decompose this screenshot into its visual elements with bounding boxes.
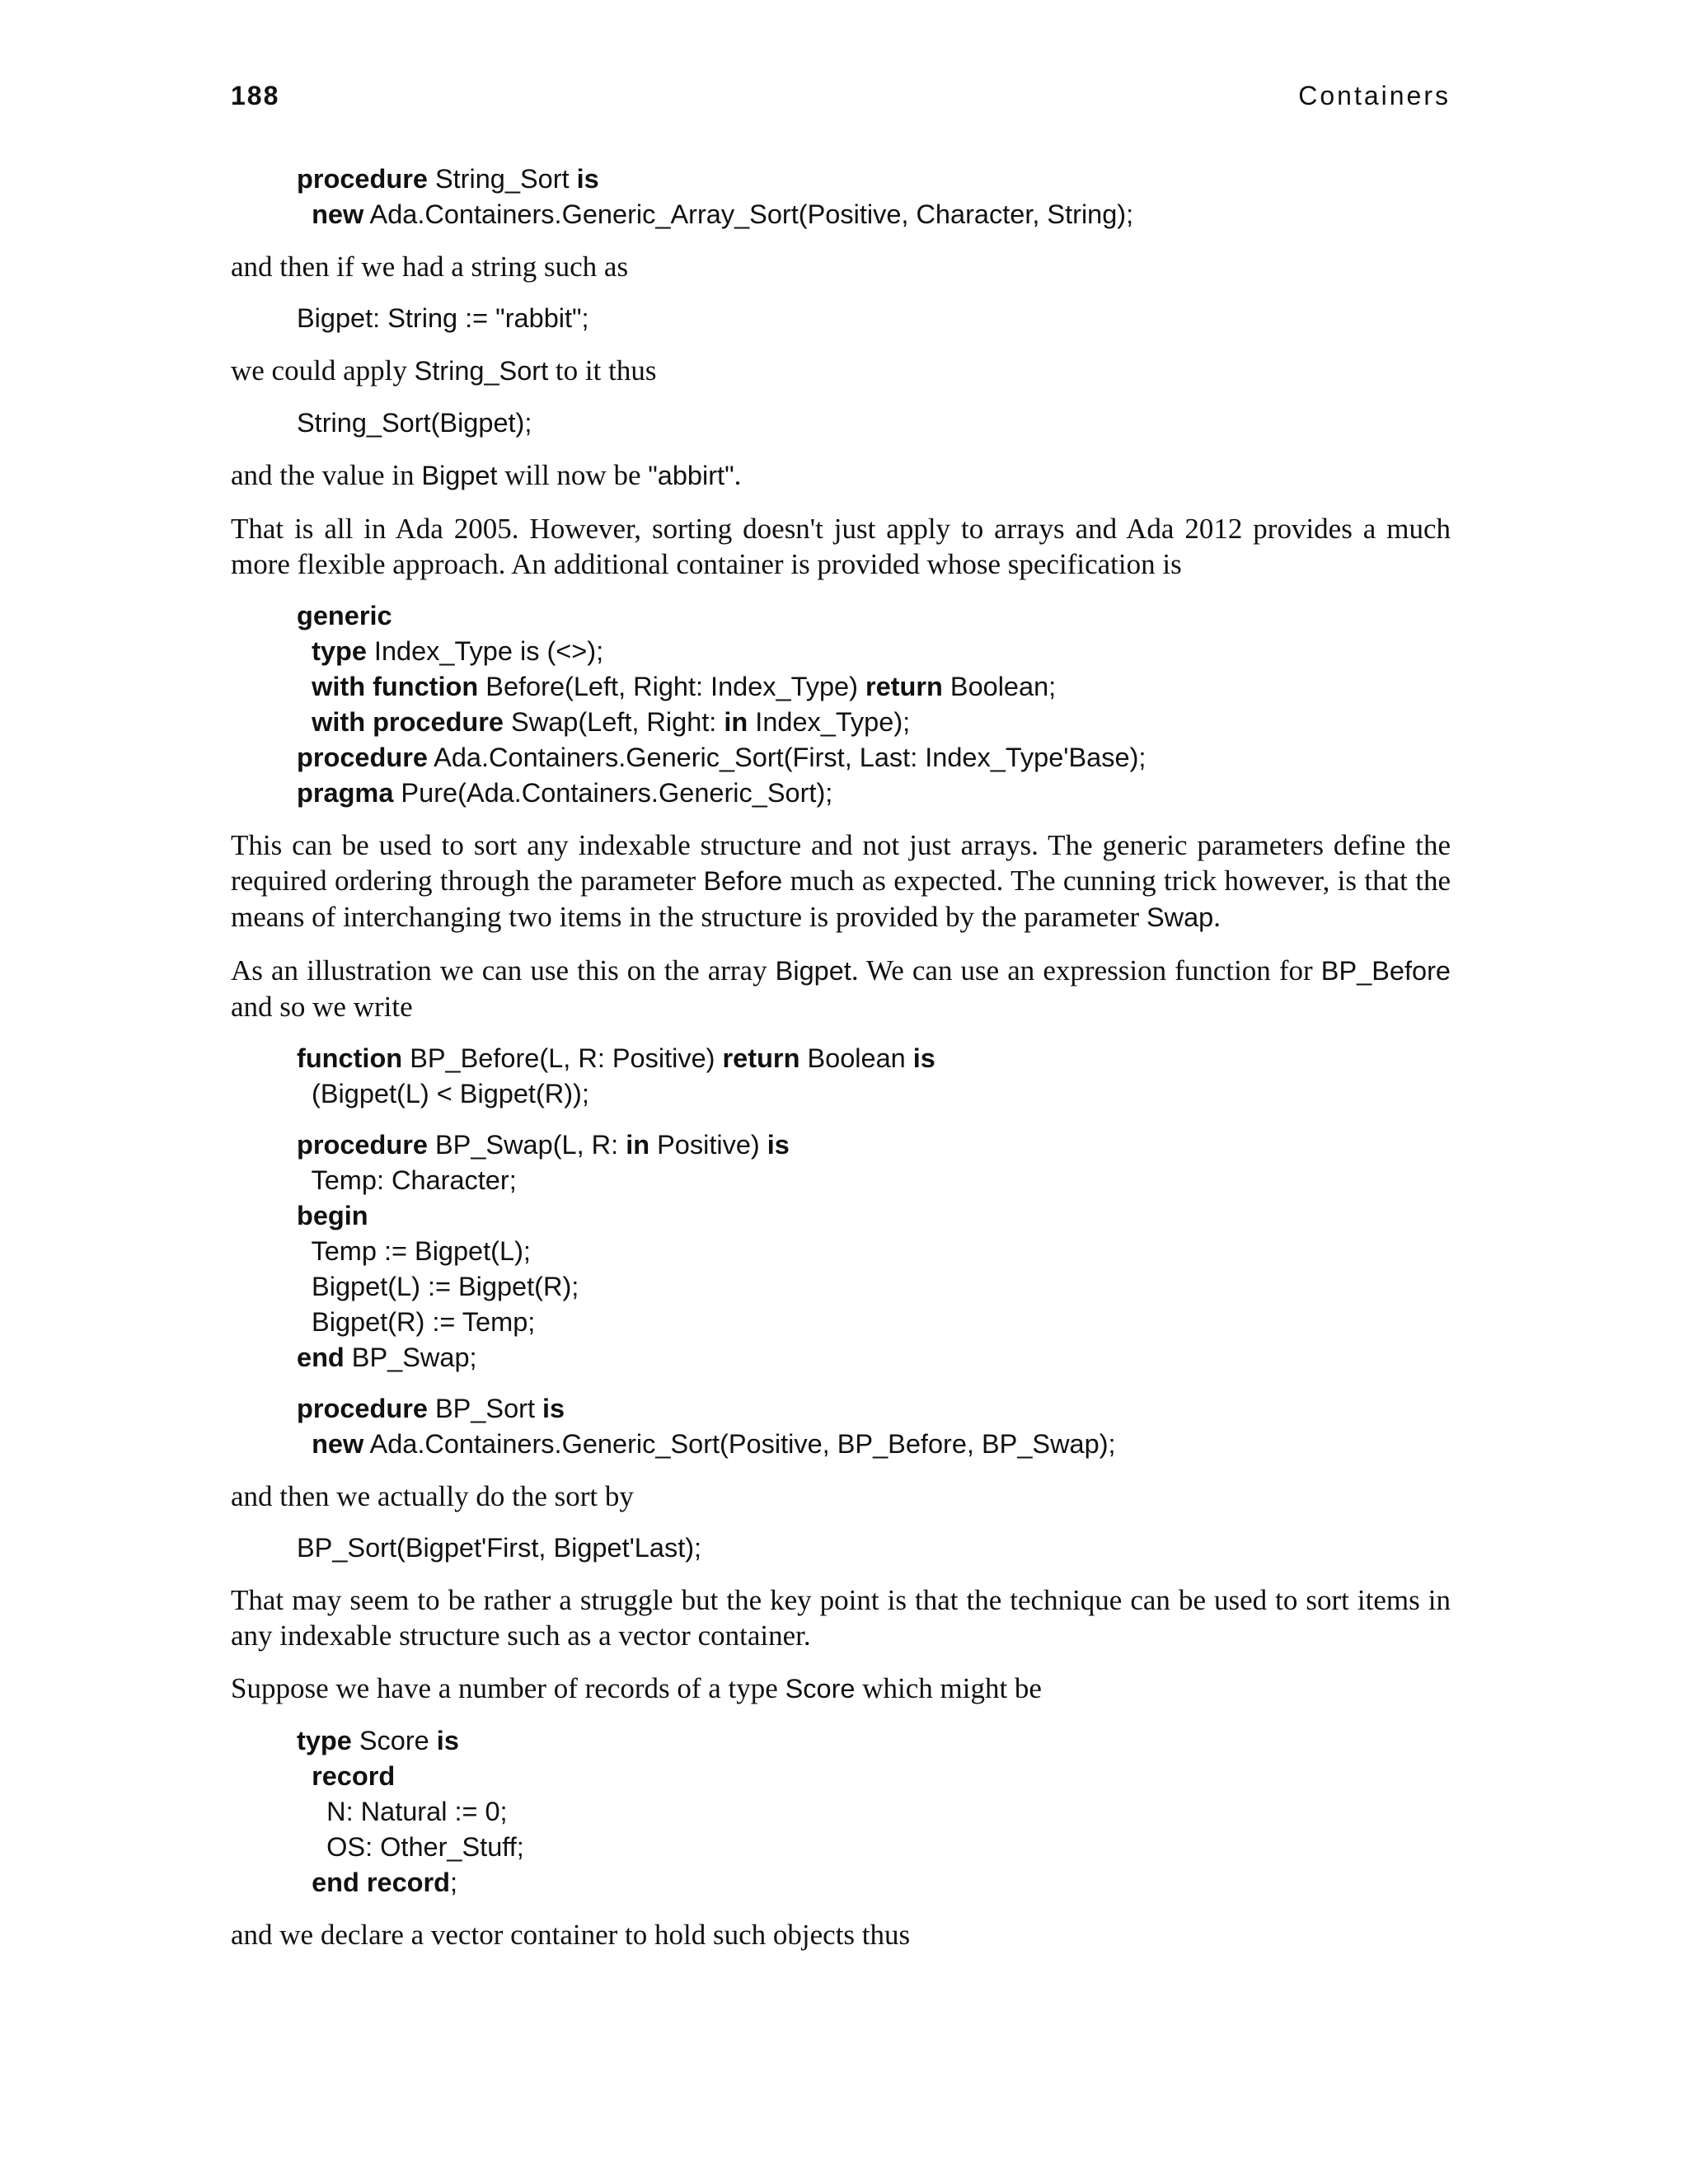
paragraph-text: Suppose we have a number of records of a type [231,1672,785,1704]
code-block [297,301,1451,336]
spacer [231,232,1451,249]
code-text: Boolean [799,1043,913,1073]
code-line [297,162,1451,197]
inline-code: Before [703,866,783,896]
code-text: Ada.Containers.Generic_Array_Sort(Positive, Character, String); [363,199,1134,229]
spacer [231,336,1451,353]
code-text [297,636,312,666]
code-keyword: new [312,1429,364,1459]
code-keyword: type [312,636,367,666]
code-keyword: is [912,1043,935,1073]
spacer [231,494,1451,511]
code-text [297,707,312,737]
code-text: Pure(Ada.Containers.Generic_Sort); [393,778,833,808]
code-text: Score [351,1726,437,1755]
spacer [231,582,1451,598]
code-text: String_Sort(Bigpet); [297,408,532,438]
code-block [297,1127,1451,1376]
paragraph-text: we could apply [231,354,415,387]
page-number: 188 [231,81,280,110]
paragraph [231,511,1451,582]
paragraph-text: and so we write [231,991,413,1023]
code-line [297,1269,1451,1305]
spacer [231,1566,1451,1582]
code-text: Swap(Left, Right: [504,707,724,737]
code-text: BP_Sort(Bigpet'First, Bigpet'Last); [297,1533,702,1563]
inline-code: Bigpet [775,956,851,986]
inline-code: Swap [1146,902,1214,932]
spacer [231,1024,1451,1041]
page-body [231,162,1451,1952]
code-text [297,672,312,701]
code-keyword: is [436,1726,459,1755]
paragraph-text: and we declare a vector container to hold such objects thus [231,1919,911,1951]
paragraph [231,353,1451,389]
code-text: Positive) [649,1130,767,1160]
code-line [297,1076,1451,1112]
paragraph-text: to it thus [548,354,657,387]
inline-code: Score [785,1674,856,1704]
inline-code: BP_Before [1320,956,1451,986]
spacer [231,935,1451,953]
code-block [297,162,1451,232]
spacer [231,1514,1451,1530]
paragraph [231,1582,1451,1653]
paragraph-text: That is all in Ada 2005. However, sorting doesn't just apply to arrays and Ada 2012 provides a much more flexible approach. An additional container is provided whose specification is [231,513,1451,580]
paragraph [231,1479,1451,1514]
code-keyword: procedure [297,1130,428,1160]
code-keyword: end [297,1343,345,1372]
code-text: Before(Left, Right: Index_Type) [478,672,865,701]
code-keyword: is [542,1394,565,1423]
running-head: Containers [1298,81,1451,110]
code-line [297,634,1451,669]
code-keyword: with procedure [312,707,504,737]
paragraph [231,457,1451,494]
code-block [297,598,1451,811]
paragraph-text: . [734,459,742,491]
code-text: Bigpet(R) := Temp; [297,1307,536,1337]
code-text [297,1868,312,1897]
code-keyword: begin [297,1201,368,1230]
code-line [297,1041,1451,1076]
spacer [231,811,1451,827]
page-header [231,81,1451,117]
code-keyword: type [297,1726,352,1755]
code-text: BP_Before(L, R: Positive) [402,1043,723,1073]
code-block [297,1723,1451,1900]
paragraph-text: which might be [855,1672,1042,1704]
code-keyword: in [724,707,748,737]
paragraph-text: As an illustration we can use this on the array [231,954,776,987]
code-block [297,1041,1451,1112]
code-block [297,1391,1451,1462]
code-text: ; [450,1868,458,1897]
code-keyword: procedure [297,1394,428,1423]
code-text: String_Sort [427,164,577,194]
paragraph [231,953,1451,1024]
code-keyword: record [312,1761,396,1791]
code-keyword: generic [297,601,392,630]
paragraph-text: That may seem to be rather a struggle but the key point is that the technique can be used to sort items in any indexable structure such as a vector container. [231,1584,1451,1652]
code-line [297,598,1451,634]
code-line [297,1759,1451,1794]
code-text [297,1429,312,1459]
code-line [297,1830,1451,1865]
paragraph-text: . We can use an expression function for [851,954,1321,987]
code-text: Boolean; [942,672,1057,701]
code-keyword: with function [312,672,479,701]
inline-code: "abbirt" [648,461,734,490]
code-line [297,1723,1451,1759]
code-text: Temp := Bigpet(L); [297,1236,531,1266]
code-text [297,199,312,229]
spacer [231,1653,1451,1671]
code-keyword: procedure [297,743,428,772]
paragraph [231,827,1451,935]
paragraph-text: . [1213,901,1221,933]
code-line [297,197,1451,232]
code-line [297,1530,1451,1566]
code-line [297,301,1451,336]
code-text: (Bigpet(L) < Bigpet(R)); [297,1079,589,1108]
code-text: Bigpet(L) := Bigpet(R); [297,1272,579,1301]
paragraph [231,1917,1451,1952]
paragraph [231,1671,1451,1707]
code-text: Bigpet: String := "rabbit"; [297,303,589,333]
code-line [297,1127,1451,1163]
code-line [297,1198,1451,1234]
paragraph-text: and the value in [231,459,422,491]
code-text: Temp: Character; [297,1165,517,1195]
code-keyword: is [767,1130,790,1160]
code-text: BP_Swap(L, R: [427,1130,626,1160]
paragraph [231,249,1451,284]
code-keyword: procedure [297,164,428,194]
paragraph-text: and then we actually do the sort by [231,1480,634,1512]
code-line [297,1340,1451,1376]
code-line [297,740,1451,776]
code-text: BP_Swap; [344,1343,477,1372]
spacer [231,284,1451,301]
code-line [297,1865,1451,1900]
code-text: OS: Other_Stuff; [297,1832,524,1862]
code-block [297,1530,1451,1566]
code-keyword: return [722,1043,800,1073]
code-text: N: Natural := 0; [297,1797,508,1826]
paragraph-text: much as expected. The cunning trick however, is that the means of interchanging two items in the structure is provided by the parameter [231,865,1451,933]
paragraph-text: will now be [497,459,649,491]
code-text: Index_Type); [748,707,911,737]
code-line [297,776,1451,811]
spacer [231,1376,1451,1391]
code-line [297,705,1451,740]
code-line [297,1163,1451,1198]
code-keyword: is [576,164,599,194]
spacer [231,1707,1451,1723]
code-keyword: function [297,1043,403,1073]
spacer [231,1462,1451,1479]
code-text: Ada.Containers.Generic_Sort(First, Last: Index_Type'Base); [427,743,1146,772]
code-block [297,405,1451,441]
paragraph-text: This can be used to sort any indexable structure and not just arrays. The generic parameters define the required ordering through the parameter [231,829,1451,897]
code-line [297,1305,1451,1340]
code-text: Index_Type is (<>); [366,636,604,666]
code-line [297,1794,1451,1830]
code-keyword: return [865,672,943,701]
code-line [297,405,1451,441]
code-keyword: in [626,1130,650,1160]
code-text: Ada.Containers.Generic_Sort(Positive, BP_Before, BP_Swap); [363,1429,1116,1459]
spacer [231,389,1451,405]
code-line [297,1234,1451,1269]
inline-code: Bigpet [421,461,498,490]
code-line [297,669,1451,705]
code-keyword: end record [312,1868,451,1897]
spacer [231,1900,1451,1917]
inline-code: String_Sort [414,356,549,386]
code-line [297,1427,1451,1462]
spacer [231,441,1451,457]
code-line [297,1391,1451,1427]
code-keyword: pragma [297,778,394,808]
paragraph-text: and then if we had a string such as [231,251,629,283]
code-text: BP_Sort [427,1394,543,1423]
code-keyword: new [312,199,364,229]
spacer [231,1112,1451,1127]
code-text [297,1761,312,1791]
